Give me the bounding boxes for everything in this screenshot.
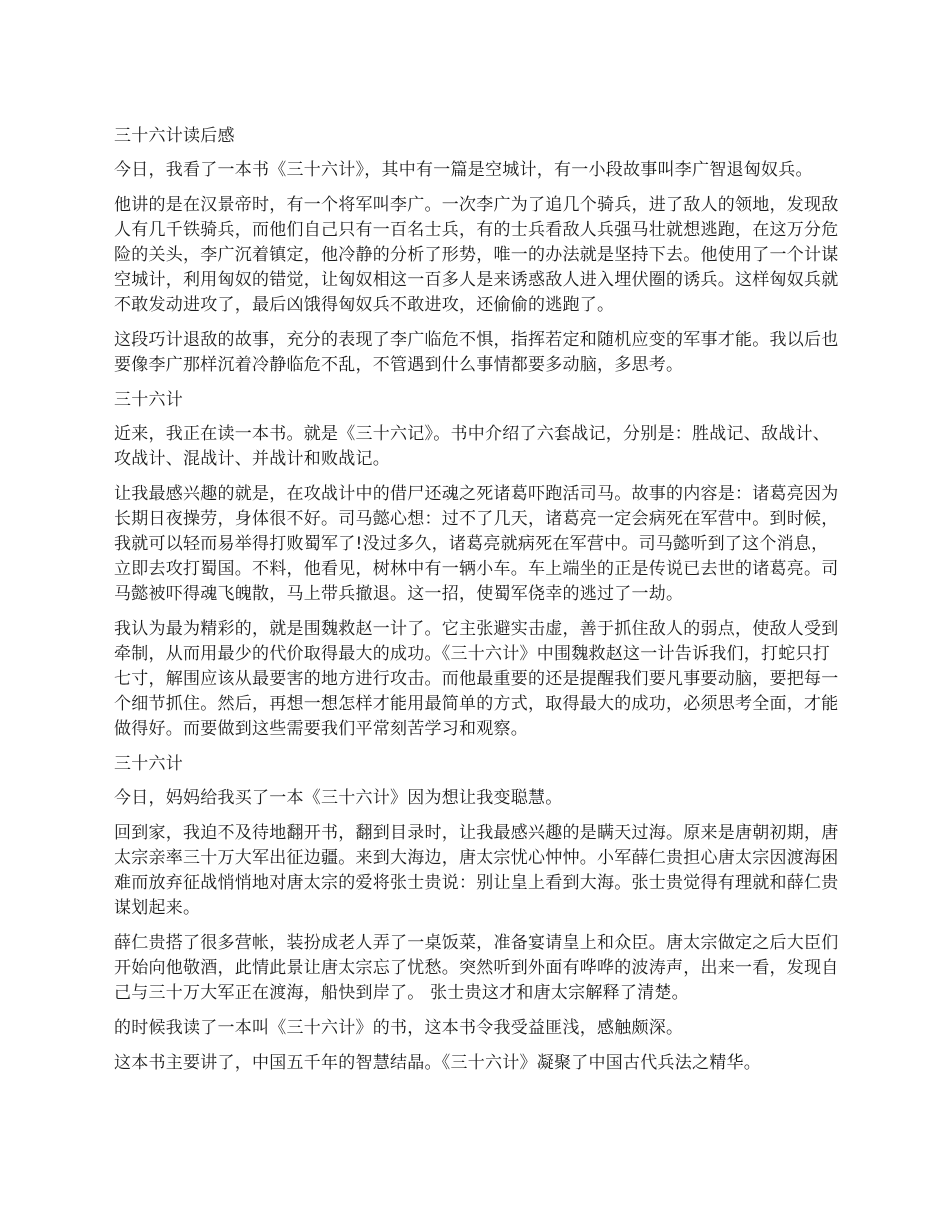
paragraph: 今日，我看了一本书《三十六计》，其中有一篇是空城计，有一小段故事叫李广智退匈奴兵。: [114, 160, 813, 180]
paragraph: 这本书主要讲了，中国五千年的智慧结晶。《三十六计》凝聚了中国古代兵法之精华。: [114, 1053, 761, 1073]
section-heading: 三十六计: [114, 390, 183, 410]
paragraph: 我认为最为精彩的，就是围魏救赵一计了。它主张避实击虚，善于抓住敌人的弱点，使敌人受到牵制，从而用最少的代价取得最大的成功。《三十六计》中围魏救赵这一计告诉我们，打蛇只打七寸，解围应该从最要害的地方进行攻击。而他最重要的还是提醒我们要凡事要动脑，要把每一个细节抓住。然后，再想一想怎样才能用最简单的方式，取得最大的成功，必须思考全面，才能做得好。而要做到这些需要我们平常刻苦学习和观察。: [114, 619, 839, 739]
paragraph: 这段巧计退敌的故事，充分的表现了李广临危不惧，指挥若定和随机应变的军事才能。我以后也要像李广那样沉着冷静临危不乱，不管遇到什么事情都要多动脑，多思考。: [114, 330, 839, 375]
paragraph: 他讲的是在汉景帝时，有一个将军叫李广。一次李广为了追几个骑兵，进了敌人的领地，发现敌人有几千铁骑兵，而他们自己只有一百名士兵，有的士兵看敌人兵强马壮就想逃跑，在这万分危险的关头，李广沉着镇定，他冷静的分析了形势，唯一的办法就是坚持下去。他使用了一个计谋空城计，利用匈奴的错觉，让匈奴相这一百多人是来诱惑敌人进入埋伏圈的诱兵。这样匈奴兵就不敢发动进攻了，最后凶饿得匈奴兵不敢进攻，还偷偷的逃跑了。: [114, 195, 839, 315]
paragraph: 近来，我正在读一本书。就是《三十六记》。书中介绍了六套战记，分别是：胜战记、敌战计、攻战计、混战计、并战计和败战记。: [114, 424, 830, 469]
paragraph: 让我最感兴趣的就是，在攻战计中的借尸还魂之死诸葛吓跑活司马。故事的内容是：诸葛亮因为长期日夜操劳，身体很不好。司马懿心想：过不了几天，诸葛亮一定会病死在军营中。到时候，我就可以轻而易举得打败蜀军了!没过多久，诸葛亮就病死在军营中。司马懿听到了这个消息，立即去攻打蜀国。不料，他看见，树林中有一辆小车。车上端坐的正是传说已去世的诸葛亮。司马懿被吓得魂飞魄散，马上带兵撤退。这一招，使蜀军侥幸的逃过了一劫。: [114, 484, 839, 604]
paragraph: 今日，妈妈给我买了一本《三十六计》因为想让我变聪慧。: [114, 788, 563, 808]
document-body: [114, 124, 840, 1086]
paragraph: 的时候我读了一本叫《三十六计》的书，这本书令我受益匪浅，感触颇深。: [114, 1018, 684, 1038]
paragraph: 回到家，我迫不及待地翻开书，翻到目录时，让我最感兴趣的是瞒天过海。原来是唐朝初期，唐太宗亲率三十万大军出征边疆。来到大海边，唐太宗忧心忡忡。小军薛仁贵担心唐太宗因渡海困难而放弃征战悄悄地对唐太宗的爱将张士贵说：别让皇上看到大海。张士贵觉得有理就和薛仁贵谋划起来。: [114, 823, 839, 918]
section-heading: 三十六计: [114, 754, 183, 774]
paragraph: 薛仁贵搭了很多营帐，装扮成老人弄了一桌饭菜，准备宴请皇上和众臣。唐太宗做定之后大臣们开始向他敬酒，此情此景让唐太宗忘了忧愁。突然听到外面有哗哗的波涛声，出来一看，发现自己与三十万大军正在渡海，船快到岸了。 张士贵这才和唐太宗解释了清楚。: [114, 933, 839, 1003]
essay-title: 三十六计读后感: [114, 126, 235, 146]
